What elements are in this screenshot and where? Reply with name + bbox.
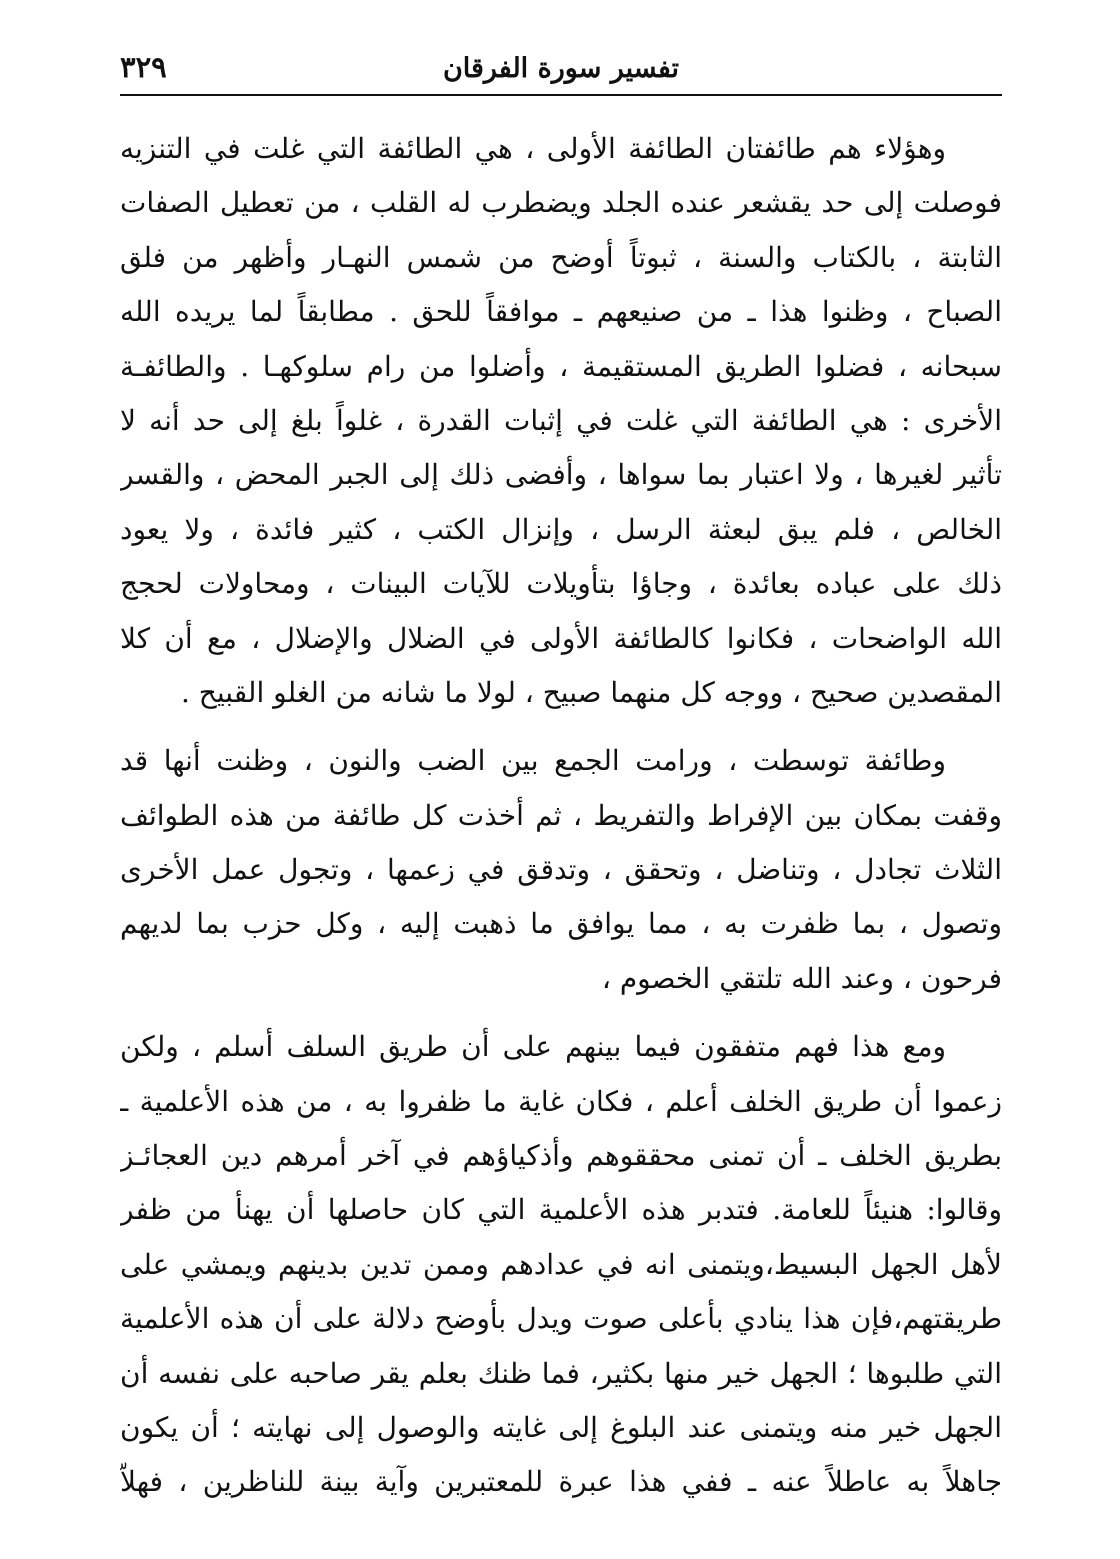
text-line: وقالوا: هنيئاً للعامة. فتدبر هذه الأعلمية التي كان حاصلها أن يهنأ من ظفر bbox=[120, 1193, 1002, 1227]
text-line: وهؤلاء هم طائفتان الطائفة الأولى ، هي الطائفة التي غلت في التنزيه bbox=[120, 132, 946, 165]
page-number: ٣٢٩ bbox=[120, 50, 167, 84]
body-text bbox=[120, 122, 1002, 1510]
text-line: الصباح ، وظنوا هذا ـ من صنيعهم ـ موافقاً للحق . مطابقاً لما يريده الله bbox=[120, 295, 1002, 329]
text-line: طريقتهم،فإن هذا ينادي بأعلى صوت ويدل بأوضح دلالة على أن هذه الأعلمية bbox=[120, 1302, 1002, 1336]
text-line: التي طلبوها ؛ الجهل خير منها بكثير، فما ظنك بعلم يقر صاحبه على نفسه أن bbox=[120, 1356, 1002, 1390]
text-line: تأثير لغيرها ، ولا اعتبار بما سواها ، وأفضى ذلك إلى الجبر المحض ، والقسر bbox=[120, 458, 1002, 492]
text-line: ومع هذا فهم متفقون فيما بينهم على أن طريق السلف أسلم ، ولكن bbox=[120, 1030, 946, 1064]
text-line: ذلك على عباده بعائدة ، وجاؤا بتأويلات للآيات البينات ، ومحاولات لحجج bbox=[120, 567, 1002, 601]
text-line: الثابتة ، بالكتاب والسنة ، ثبوتاً أوضح من شمس النهـار وأظهر من فلق bbox=[120, 240, 1002, 274]
text-line: الخالص ، فلم يبق لبعثة الرسل ، وإنزال الكتب ، كثير فائدة ، ولا يعود bbox=[120, 512, 1002, 546]
text-line: فوصلت إلى حد يقشعر عنده الجلد ويضطرب له القلب ، من تعطيل الصفات bbox=[120, 186, 1002, 220]
text-line: زعموا أن طريق الخلف أعلم ، فكان غاية ما ظفروا به ، من هذه الأعلمية ـ bbox=[120, 1084, 1002, 1118]
text-line: المقصدين صحيح ، ووجه كل منهما صبيح ، لولا ما شانه من الغلو القبيح . bbox=[180, 675, 1002, 709]
text-line: سبحانه ، فضلوا الطريق المستقيمة ، وأضلوا من رام سلوكهـا . والطائفـة bbox=[120, 349, 1002, 383]
text-line: بطريق الخلف ـ أن تمنى محققوهم وأذكياؤهم في آخر أمرهم دين العجائـز bbox=[120, 1139, 1002, 1173]
text-line: وطائفة توسطت ، ورامت الجمع بين الضب والنون ، وظنت أنها قد bbox=[120, 744, 946, 778]
text-line: وتصول ، بما ظفرت به ، مما يوافق ما ذهبت إليه ، وكل حزب بما لديهم bbox=[120, 907, 1002, 941]
running-title: تفسير سورة الفرقان bbox=[442, 53, 680, 84]
text-line: وقفت بمكان بين الإفراط والتفريط ، ثم أخذت كل طائفة من هذه الطوائف bbox=[120, 798, 1002, 832]
text-line: الله الواضحات ، فكانوا كالطائفة الأولى في الضلال والإضلال ، مع أن كلا bbox=[120, 621, 1002, 655]
text-line: فرحون ، وعند الله تلتقي الخصوم ، bbox=[601, 961, 1002, 995]
paragraph-2 bbox=[120, 734, 1002, 1006]
text-line: جاهلاً به عاطلاً عنه ـ ففي هذا عبرة للمعتبرين وآية بينة للناظرين ، فهلاّ bbox=[120, 1465, 1002, 1499]
text-line: الثلاث تجادل ، وتناضل ، وتحقق ، وتدقق في زعمها ، وتجول عمل الأخرى bbox=[120, 853, 1002, 887]
header-rule bbox=[120, 94, 1002, 96]
text-line: الجهل خير منه ويتمنى عند البلوغ إلى غايته والوصول إلى نهايته ؛ أن يكون bbox=[120, 1410, 1002, 1444]
paragraph-1 bbox=[120, 122, 1002, 720]
page-header bbox=[120, 42, 1002, 92]
text-line: لأهل الجهل البسيط،ويتمنى انه في عدادهم وممن تدين بدينهم ويمشي على bbox=[120, 1247, 1002, 1281]
text-line: الأخرى : هي الطائفة التي غلت في إثبات القدرة ، غلواً بلغ إلى حد أنه لا bbox=[120, 403, 1002, 437]
paragraph-3 bbox=[120, 1020, 1002, 1510]
